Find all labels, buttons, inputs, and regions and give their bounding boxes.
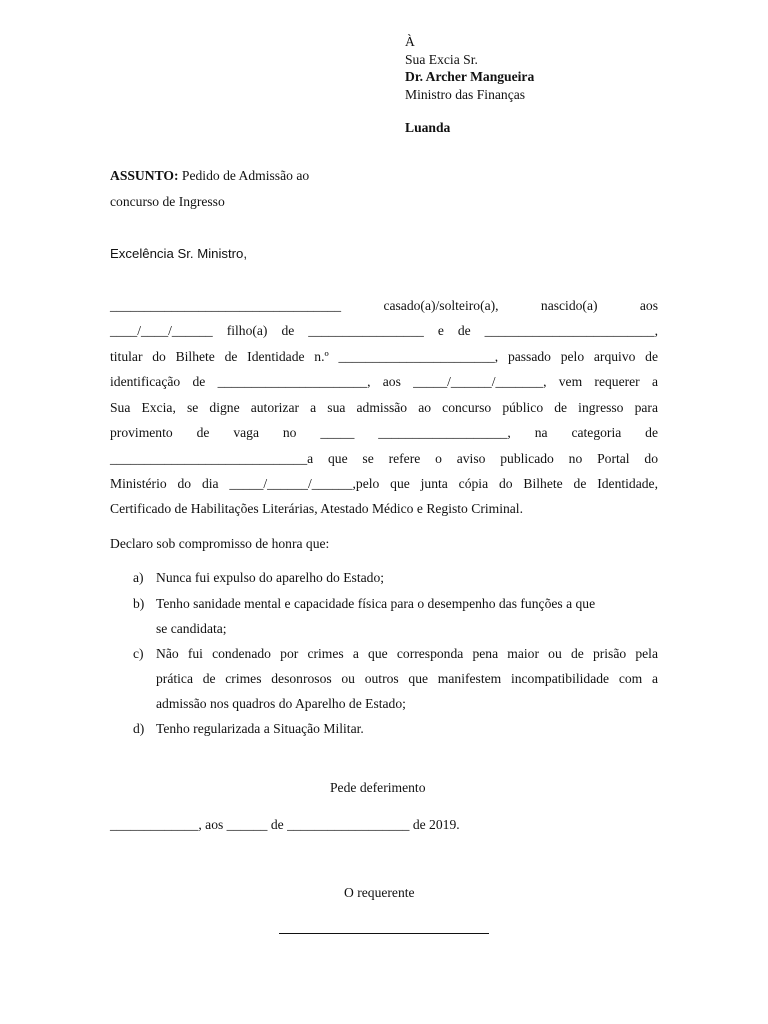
body-line: Ministério do dia _____/______/______,pelo que junta cópia do Bilhete de Identidade, (110, 476, 658, 491)
list-item-text: Nunca fui expulso do aparelho do Estado; (156, 570, 385, 585)
greeting: Excelência Sr. Ministro, (110, 246, 248, 261)
body-line: Certificado de Habilitações Literárias, Atestado Médico e Registo Criminal. (110, 501, 523, 516)
body-line: identificação de ______________________, aos _____/______/_______, vem requerer a (110, 374, 658, 389)
body-line: provimento de vaga no _____ ___________________, na categoria de (110, 425, 658, 440)
recipient-to: À (405, 34, 415, 49)
signatory-label: O requerente (344, 885, 415, 900)
list-item-text: se candidata; (156, 621, 227, 636)
subject-line-1 (110, 168, 309, 184)
list-item-text: prática de crimes desonrosos ou outros que manifestem incompatibilidade com a (156, 671, 658, 686)
subject-text: Pedido de Admissão ao (181, 168, 310, 183)
list-item-label: a) (133, 570, 144, 585)
list-item-label: b) (133, 596, 145, 611)
list-item-text: Tenho regularizada a Situação Militar. (156, 721, 364, 736)
list-item-label: c) (133, 646, 144, 661)
recipient-name: Dr. Archer Mangueira (405, 69, 535, 84)
list-item-text: Tenho sanidade mental e capacidade física para o desempenho das funções a que (156, 596, 596, 611)
body-line: titular do Bilhete de Identidade n.º _______________________, passado pelo arquivo de (110, 349, 658, 364)
list-item-text: Não fui condenado por crimes a que corresponda pena maior ou de prisão pela (156, 646, 658, 661)
subject-line-2: concurso de Ingresso (110, 194, 225, 209)
body-line: Sua Excia, se digne autorizar a sua admissão ao concurso público de ingresso para (110, 400, 658, 415)
body-line: __________________________________ casado(a)/solteiro(a), nascido(a) aos (110, 298, 658, 313)
list-item-label: d) (133, 721, 145, 736)
declaration: Declaro sob compromisso de honra que: (110, 536, 330, 551)
body-line: _____________________________a que se refere o aviso publicado no Portal do (110, 451, 658, 466)
date-line: _____________, aos ______ de __________________ de 2019. (110, 817, 460, 832)
body-line: ____/____/______ filho(a) de _________________ e de _________________________, (110, 323, 658, 338)
list-item-text: admissão nos quadros do Aparelho de Estado; (156, 696, 406, 711)
subject-label: ASSUNTO: (110, 168, 179, 183)
recipient-role: Ministro das Finanças (405, 87, 526, 102)
signature-line (279, 933, 489, 934)
recipient-city: Luanda (405, 120, 451, 135)
recipient-salutation: Sua Excia Sr. (405, 52, 478, 67)
closing: Pede deferimento (330, 780, 426, 795)
